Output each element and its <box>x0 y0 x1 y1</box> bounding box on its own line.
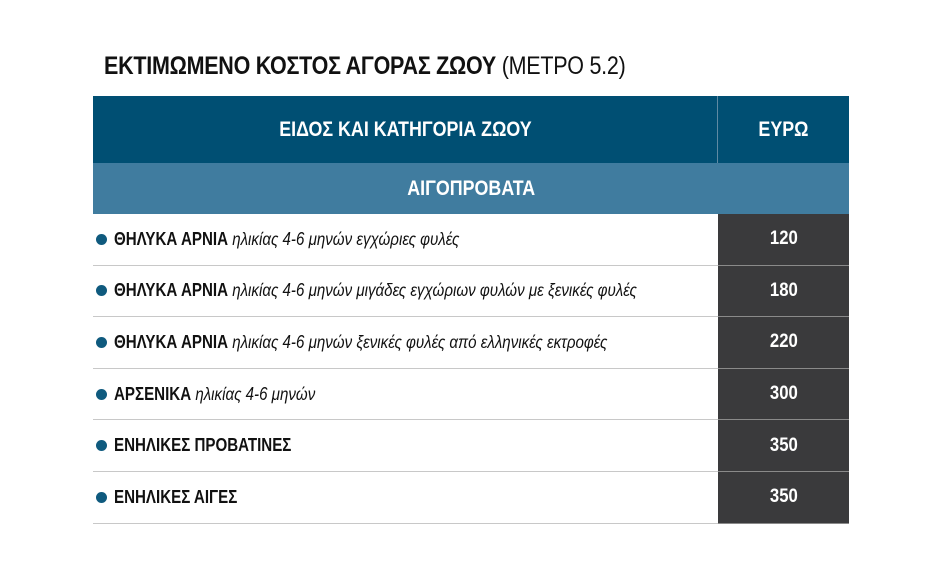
bullet-dot-icon <box>96 440 107 451</box>
row-description: ηλικίας 4-6 μηνών <box>195 383 316 404</box>
row-label <box>93 266 718 318</box>
table-header <box>93 96 849 163</box>
column-header-euro-label: ΕΥΡΩ <box>758 117 809 141</box>
page-title <box>104 52 626 81</box>
bullet-dot-icon <box>96 234 107 245</box>
row-category: ΕΝΗΛΙΚΕΣ ΠΡΟΒΑΤΙΝΕΣ <box>114 435 292 456</box>
table-row <box>93 420 849 472</box>
table-row <box>93 472 849 524</box>
row-category: ΘΗΛΥΚΑ ΑΡΝΙΑ <box>114 228 229 249</box>
row-category: ΘΗΛΥΚΑ ΑΡΝΙΑ <box>114 280 229 301</box>
row-category: ΘΗΛΥΚΑ ΑΡΝΙΑ <box>114 331 229 352</box>
title-main: ΕΚΤΙΜΩΜΕΝΟ ΚΟΣΤΟΣ ΑΓΟΡΑΣ ΖΩΟΥ <box>104 52 496 80</box>
row-description: ηλικίας 4-6 μηνών μιγάδες εγχώριων φυλών με ξενικές φυλές <box>232 280 637 301</box>
row-value <box>718 472 849 524</box>
row-value-text: 350 <box>769 434 798 456</box>
row-value <box>718 214 849 266</box>
row-label <box>93 472 718 524</box>
row-label <box>93 317 718 369</box>
row-value-text: 300 <box>769 383 798 405</box>
column-header-category <box>93 96 718 163</box>
row-value-text: 180 <box>769 279 798 301</box>
row-category: ΕΝΗΛΙΚΕΣ ΑΙΓΕΣ <box>114 486 238 507</box>
column-header-category-label: ΕΙΔΟΣ ΚΑΙ ΚΑΤΗΓΟΡΙΑ ΖΩΟΥ <box>278 117 532 141</box>
row-value <box>718 369 849 421</box>
bullet-dot-icon <box>96 389 107 400</box>
row-description: ηλικίας 4-6 μηνών εγχώριες φυλές <box>232 228 460 249</box>
row-value <box>718 420 849 472</box>
bullet-dot-icon <box>96 285 107 296</box>
table-row <box>93 214 849 266</box>
table-row <box>93 317 849 369</box>
row-label <box>93 420 718 472</box>
section-label: ΑΙΓΟΠΡΟΒΑΤΑ <box>407 176 535 200</box>
cost-table <box>93 96 849 524</box>
row-value <box>718 266 849 318</box>
row-category: ΑΡΣΕΝΙΚΑ <box>114 383 192 404</box>
row-value-text: 120 <box>769 228 798 250</box>
section-header <box>93 163 849 214</box>
row-label <box>93 214 718 266</box>
row-value-text: 350 <box>769 486 798 508</box>
table-row <box>93 369 849 421</box>
title-suffix: (ΜΕΤΡΟ 5.2) <box>501 52 626 80</box>
bullet-dot-icon <box>96 492 107 503</box>
row-value-text: 220 <box>769 331 798 353</box>
bullet-dot-icon <box>96 337 107 348</box>
row-description: ηλικίας 4-6 μηνών ξενικές φυλές από ελληνικές εκτροφές <box>232 331 608 352</box>
table-row <box>93 266 849 318</box>
row-value <box>718 317 849 369</box>
row-label <box>93 369 718 421</box>
column-header-euro <box>718 96 849 163</box>
